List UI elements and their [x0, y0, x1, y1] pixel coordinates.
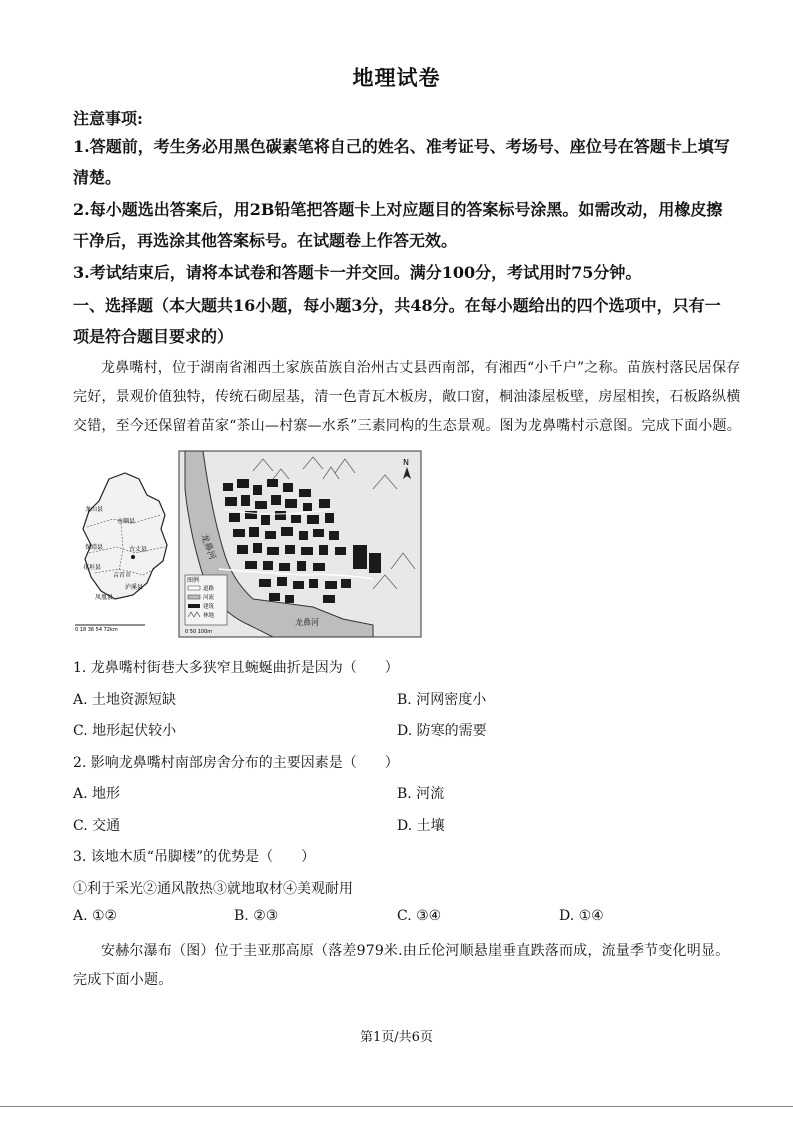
question-2-stem: 2. 影响龙鼻嘴村南部房舍分布的主要因素是（ ） — [73, 755, 399, 771]
legend-forest: 林地 — [203, 613, 215, 619]
legend-river: 河流 — [203, 595, 215, 601]
q1-option-d: D. 防寒的需要 — [397, 723, 487, 739]
river-label-south: 龙鼻河 — [295, 618, 319, 627]
north-label: N — [403, 458, 409, 467]
question-3-stem: 3. 该地木质“吊脚楼”的优势是（ ） — [73, 849, 316, 865]
village-map — [179, 451, 421, 637]
q2-option-c: C. 交通 — [73, 818, 121, 834]
q3-option-d: D. ①④ — [559, 908, 604, 924]
locator-map — [75, 473, 167, 633]
locator-scale: 0 18 36 54 72km — [75, 627, 118, 633]
legend-road: 道路 — [203, 586, 215, 592]
question-3-statements: ①利于采光②通风散热③就地取材④美观耐用 — [73, 881, 353, 897]
passage-angel-falls: 安赫尔瀑布（图）位于圭亚那高原（落差979米.由丘伦河顺悬崖垂直跌落而成，流量季节变化明显。完成下面小题。 — [73, 943, 730, 988]
county-guzhang: 古丈县 — [129, 546, 148, 553]
q2-option-a: A. 地形 — [73, 786, 121, 802]
village-scale: 0 50 100m — [185, 629, 213, 635]
notice-item-1: 1.答题前，考生务必用黑色碳素笔将自己的姓名、准考证号、考场号、座位号在答题卡上填写清楚。 — [73, 137, 730, 187]
county-baojing: 保靖县 — [85, 544, 104, 551]
river-label-west: 龙鼻河 — [198, 532, 217, 562]
bottom-divider — [0, 1106, 793, 1107]
q1-option-a: A. 土地资源短缺 — [73, 692, 177, 708]
notice-heading: 注意事项: — [73, 109, 143, 128]
legend-title: 图例 — [187, 577, 200, 584]
legend-building: 建筑 — [203, 604, 215, 610]
notice-item-3: 3.考试结束后，请将本试卷和答题卡一并交回。满分100分，考试用时75分钟。 — [73, 263, 642, 282]
county-huayuan: 花垣县 — [83, 564, 102, 571]
notice-item-2: 2.每小题选出答案后，用2B铅笔把答题卡上对应题目的答案标号涂黑。如需改动，用橡皮擦干净后，再选涂其他答案标号。在试题卷上作答无效。 — [73, 200, 723, 250]
question-1-stem: 1. 龙鼻嘴村街巷大多狭窄且蜿蜒曲折是因为（ ） — [73, 660, 399, 676]
q1-option-c: C. 地形起伏较小 — [73, 723, 177, 739]
county-longshan: 龙山县 — [85, 506, 104, 513]
section-heading: 一、选择题（本大题共16小题，每小题3分，共48分。在每小题给出的四个选项中，只有一项是符合题目要求的） — [73, 296, 721, 346]
map-legend — [185, 575, 227, 625]
county-fenghuang: 凤凰县 — [95, 594, 114, 601]
q3-option-a: A. ①② — [73, 908, 118, 924]
q1-option-b: B. 河网密度小 — [397, 692, 487, 708]
q2-option-b: B. 河流 — [397, 786, 445, 802]
passage-longbizui: 龙鼻嘴村，位于湖南省湘西土家族苗族自治州古丈县西南部，有湘西“小千户”之称。苗族村落民居保存完好，景观价值独特，传统石砌屋基，清一色青瓦木板房，敞口窗，桐油漆屋板壁，房屋相挨，石板路纵横交错，至今还保留着苗家“茶山—村寨—水系”三素同构的生态景观。图为龙鼻嘴村示意图。完成下面小题。 — [73, 360, 741, 434]
county-jishou: 吉首市 — [113, 572, 132, 579]
q2-option-d: D. 土壤 — [397, 818, 445, 834]
county-luxi: 泸溪县 — [125, 584, 144, 591]
county-yongshun: 永顺县 — [117, 518, 136, 525]
village-location-marker — [131, 555, 135, 559]
page-title: 地理试卷 — [352, 65, 441, 90]
village-map-figure — [73, 449, 423, 639]
q3-option-b: B. ②③ — [234, 908, 279, 924]
page-footer: 第1页/共6页 — [360, 1030, 433, 1045]
q3-option-c: C. ③④ — [397, 908, 442, 924]
